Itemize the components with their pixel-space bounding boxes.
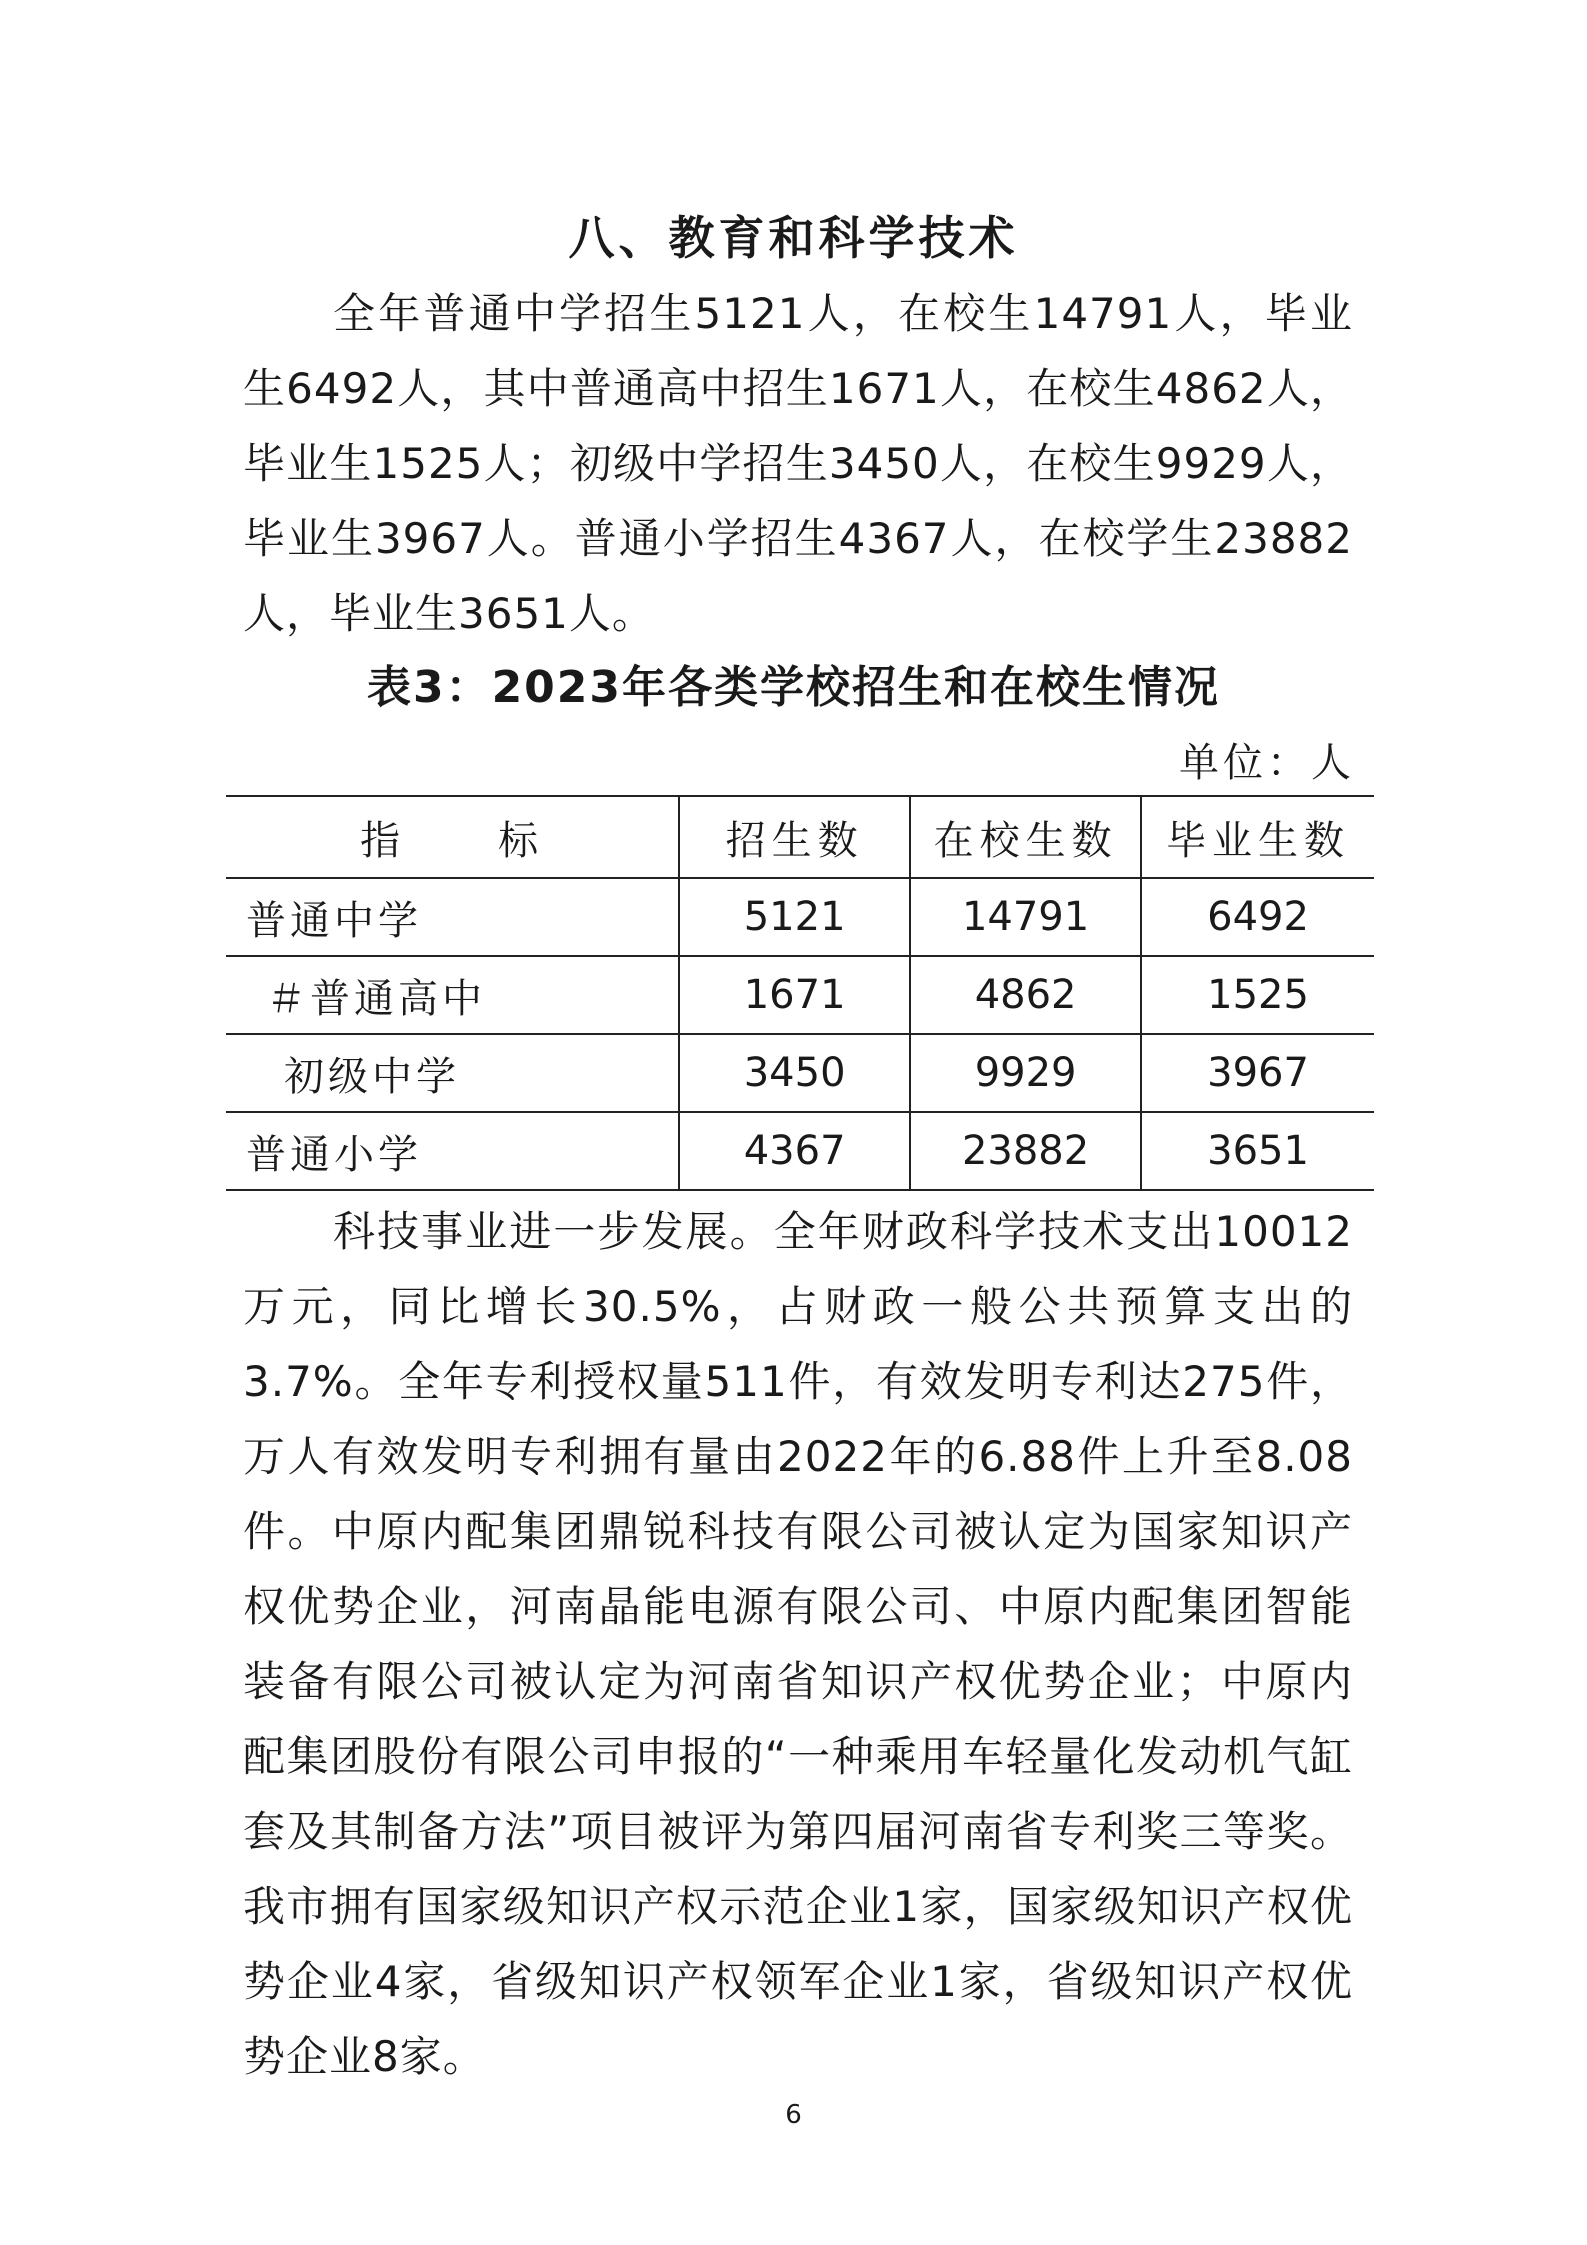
graduates-cell: 3651: [1141, 1112, 1374, 1190]
header-enrolled: 招生数: [679, 796, 910, 878]
table-title: 表3：2023年各类学校招生和在校生情况: [366, 662, 1221, 713]
in-school-cell: 23882: [910, 1112, 1141, 1190]
header-in-school: 在校生数: [910, 796, 1141, 878]
enrolled-cell: 3450: [679, 1034, 910, 1112]
in-school-cell: 4862: [910, 956, 1141, 1034]
enrollment-table: [226, 795, 1374, 1191]
table-row: [226, 878, 1374, 956]
header-graduates: 毕业生数: [1141, 796, 1374, 878]
in-school-cell: 14791: [910, 878, 1141, 956]
in-school-cell: 9929: [910, 1034, 1141, 1112]
table-row: [226, 1112, 1374, 1190]
enrolled-cell: 5121: [679, 878, 910, 956]
graduates-cell: 6492: [1141, 878, 1374, 956]
table-row: [226, 1034, 1374, 1112]
table-row: [226, 956, 1374, 1034]
page-number: 6: [785, 2100, 802, 2130]
enrolled-cell: 1671: [679, 956, 910, 1034]
section-heading: 八、教育和科学技术: [568, 211, 1019, 265]
row-label: ＃普通高中: [226, 956, 679, 1034]
graduates-cell: 1525: [1141, 956, 1374, 1034]
graduates-cell: 3967: [1141, 1034, 1374, 1112]
table-unit: 单位：人: [1179, 740, 1355, 786]
science-paragraph: 科技事业进一步发展。全年财政科学技术支出10012万元，同比增长30.5%，占财政一般公共预算支出的3.7%。全年专利授权量511件，有效发明专利达275件，万人有效发明专利拥有量由2022年的6.88件上升至8.08件。中原内配集团鼎锐科技有限公司被认定为国家知识产权优势企业，河南晶能电源有限公司、中原内配集团智能装备有限公司被认定为河南省知识产权优势企业；中原内配集团股份有限公司申报的“一种乘用车轻量化发动机气缸套及其制备方法”项目被评为第四届河南省专利奖三等奖。我市拥有国家级知识产权示范企业1家，国家级知识产权优势企业4家，省级知识产权领军企业1家，省级知识产权优势企业8家。: [243, 1207, 1353, 2081]
header-indicator: 指 标: [226, 796, 679, 878]
table-header-row: [226, 796, 1374, 878]
row-label: 普通中学: [226, 878, 679, 956]
row-label: 普通小学: [226, 1112, 679, 1190]
enrolled-cell: 4367: [679, 1112, 910, 1190]
row-label: 初级中学: [226, 1034, 679, 1112]
education-paragraph: 全年普通中学招生5121人，在校生14791人，毕业生6492人，其中普通高中招生1671人，在校生4862人，毕业生1525人；初级中学招生3450人，在校生9929人，毕业生3967人。普通小学招生4367人，在校学生23882人，毕业生3651人。: [243, 289, 1353, 638]
